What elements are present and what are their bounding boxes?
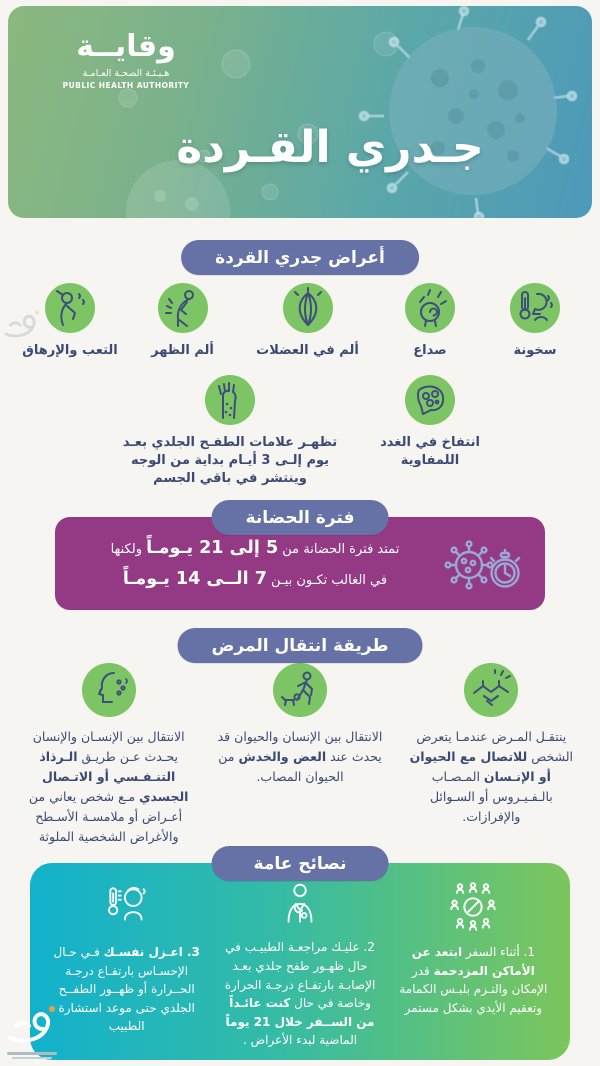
logo-brand: وقايــة: [76, 29, 176, 64]
pha-logo: [56, 30, 196, 90]
skin-rash-icon: [205, 375, 255, 425]
symptoms-heading: أعراض جدري القردة: [181, 240, 419, 275]
handshake-icon: [464, 663, 518, 717]
transmission-text: ينتقـل المـرض عندمـا يتعرض الشخص للاتصال مع الحيوان أو الإنـسان المـصـاب بالـفـيـروس أو السـوائل والإفرازات.: [409, 729, 574, 824]
symptom-label: ألم الظهر: [151, 343, 214, 358]
watermark-logo-faint: [0, 300, 46, 356]
incubation-line-1: تمتد فترة الحضانة من 5 إلى 21 يـومـاً ولكنها: [110, 537, 400, 558]
transmission-animal: [211, 663, 388, 847]
avoid-crowds-icon: [447, 879, 499, 935]
header-banner: [8, 6, 592, 218]
tip-text: 1. أثناء السفر ابتعد عن الأماكن المزدحمة قدر الإمكان والتـزم بلبـس الكمامة وتعقيم الأيدي بشكل مستمر: [399, 945, 548, 1015]
symptom-label: انتفاخ في الغدد اللمفاوية: [380, 435, 480, 469]
transmission-heading: طريقة انتقال المرض: [178, 628, 423, 663]
tip-isolate: [46, 879, 207, 1050]
symptom-muscle-pain: [245, 283, 370, 360]
droplets-contact-icon: [82, 663, 136, 717]
symptom-label: تظهـر علامات الطفـح الجلدي بعـد يوم إلـى 3 أيـام بداية من الوجه وينتشر في باقي الجسم: [122, 435, 338, 487]
tip-text: 2. عليـك مراجعـة الطبيـب في حال ظهـور طفح جلدي بعـد الإصابـة بارتفـاع درجـة الحرارة وخاصة في حال كنت عائـداً من الســفر خلال 21 يوماً الماضية لبدء الأعراض .: [224, 940, 376, 1048]
watermark-logo: [2, 996, 64, 1064]
isolate-icon: [102, 879, 152, 935]
back-pain-icon: [158, 283, 208, 333]
tip-text: 3. اعـزل نفسـك فـي حـال الإحسـاس بارتفـاع درجـة الحــرارة أو ظهــور الطفــح الجلدي حتى موعد استشارة الطبيب: [53, 945, 200, 1034]
symptom-label: سخونة: [513, 343, 557, 358]
symptom-label: التعب والإرهاق: [22, 343, 118, 358]
logo-org-english: PUBLIC HEALTH AUTHORITY: [62, 81, 190, 90]
transmission-text: الانتقال بين الإنسـان والإنسان يحـدث عـن طريـق الـرذاذ التنـفـسي أو الاتـصال الجسدي مـع شخص يعاني من أعـراض أو ملامسـة الأسـطح والأغراض الشخصية الملوثة: [28, 729, 189, 844]
transmission-droplets: [20, 663, 197, 847]
symptom-headache: [385, 283, 475, 360]
virus-stopwatch-icon: [441, 533, 529, 599]
symptom-label: ألم في العضلات: [256, 343, 359, 358]
symptom-back-pain: [135, 283, 230, 360]
doctor-icon: [275, 879, 325, 930]
symptoms-row-1: [20, 283, 580, 360]
tip-see-doctor: [219, 879, 380, 1050]
symptom-label: صداع: [413, 343, 447, 358]
incubation-heading: فترة الحضانة: [212, 500, 389, 535]
headache-icon: [405, 283, 455, 333]
lymph-nodes-icon: [405, 375, 455, 425]
tip-avoid-crowds: [393, 879, 554, 1050]
logo-org-arabic: هـيـئـة الصحـة العـامـة: [82, 68, 170, 79]
tips-heading: نصائح عامة: [212, 846, 389, 881]
muscle-pain-icon: [283, 283, 333, 333]
transmission-row: [20, 663, 580, 847]
symptom-fever: [490, 283, 580, 360]
transmission-text: الانتقال بين الإنسان والحيوان قد يحدث عند العض والخدش من الحيوان المصاب.: [217, 729, 383, 784]
symptom-skin-rash: [110, 375, 350, 489]
fever-icon: [510, 283, 560, 333]
fatigue-icon: [45, 283, 95, 333]
symptom-lymph-nodes: [355, 375, 505, 470]
tips-box: [30, 863, 570, 1060]
incubation-line-2: في الغالب تكـون بيـن 7 الــى 14 يـومـاً: [122, 568, 388, 589]
page-title: جـدري القـردة: [176, 122, 484, 173]
incubation-text: [77, 533, 433, 594]
transmission-contact: [403, 663, 580, 847]
animal-bite-icon: [273, 663, 327, 717]
